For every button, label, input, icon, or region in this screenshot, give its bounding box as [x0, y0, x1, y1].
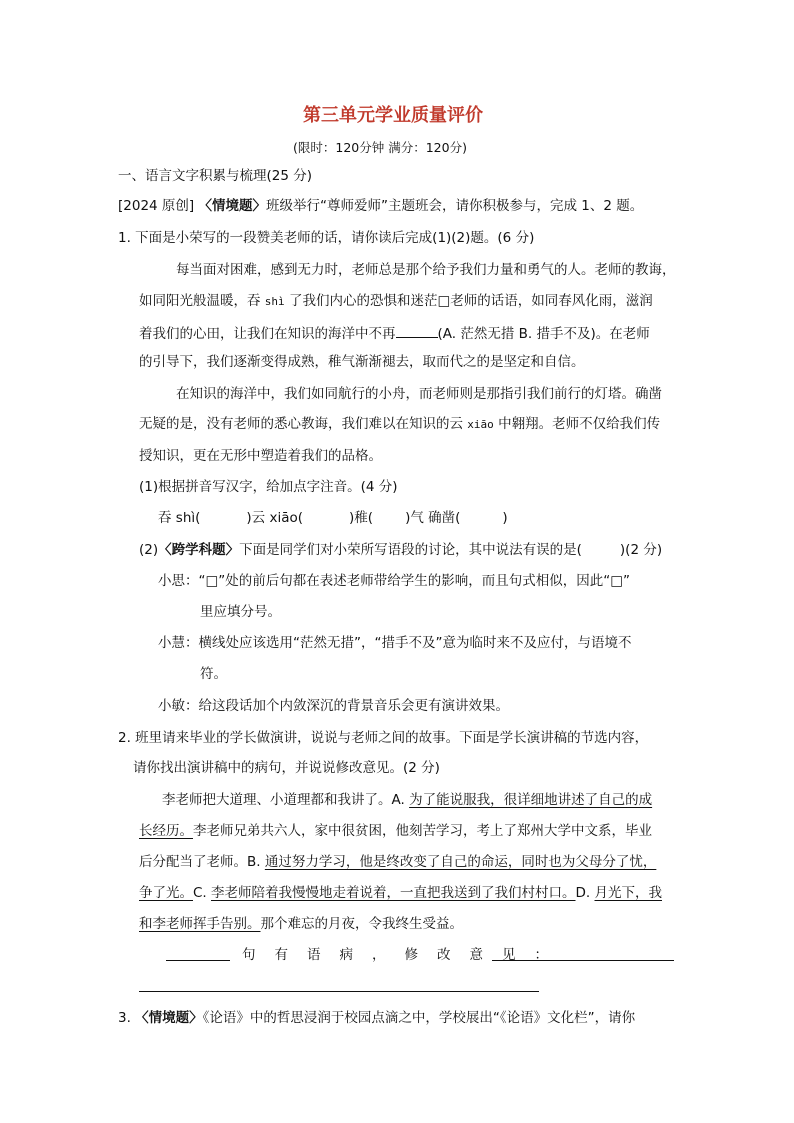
- answer-blank-sentence[interactable]: [166, 960, 230, 961]
- passage-text: 无疑的是，没有老师的悉心教诲，我们难以在知识的云: [139, 416, 468, 432]
- q3-text: 《论语》中的哲思浸润于校园点滴之中，学校展出“《论语》文化栏”，请你: [202, 1010, 636, 1026]
- section-intro: [118, 197, 643, 215]
- opinion-line: 小思：“□”处的前后句都在表述老师带给学生的影响，而且句式相似，因此“□”: [158, 573, 630, 589]
- underlined-sentence: 争了光。: [139, 885, 193, 901]
- speech-text: D.: [575, 885, 595, 901]
- speech-line: [162, 791, 652, 809]
- underlined-sentence: 通过努力学习，他是终改变了自己的命运，同时也为父母分了忧，: [264, 854, 657, 870]
- question-3-stem: [118, 1009, 635, 1027]
- pinyin-fill-row: [158, 509, 508, 527]
- passage-line: [139, 323, 650, 343]
- passage-line: 在知识的海洋中，我们如同航行的小舟，而老师则是那指引我们前行的灯塔。确凿: [176, 386, 662, 402]
- answer-blank-advice[interactable]: [492, 960, 674, 961]
- question-2-stem: 请你找出演讲稿中的病句，并说说修改意见。(2 分): [133, 760, 440, 776]
- fill-item: )云 xiāo(: [246, 510, 304, 526]
- passage-line: 每当面对困难，感到无力时，老师总是那个给予我们力量和勇气的人。老师的教诲，: [176, 262, 676, 278]
- answer-blank-advice-continued[interactable]: [139, 991, 539, 992]
- speech-text: 李老师把大道理、小道理都和我讲了。A.: [162, 792, 410, 808]
- question-2-stem: 2. 班里请来毕业的学长做演讲，说说与老师之间的故事。下面是学长演讲稿的节选内容，: [118, 730, 649, 746]
- speech-text: 后分配当了老师。B.: [139, 854, 265, 870]
- underlined-sentence: 为了能说服我，很详细地讲述了自己的成: [409, 792, 653, 808]
- speech-text: 李老师兄弟共六人，家中很贫困，他刻苦学习，考上了郑州大学中文系，毕业: [193, 823, 652, 839]
- speech-line: [139, 884, 662, 902]
- underlined-sentence: 李老师陪着我慢慢地走着说着，一直把我送到了我们村村口。: [211, 885, 576, 901]
- passage-line: [139, 415, 660, 434]
- intro-rest: 班级举行“尊师爱师”主题班会，请你积极参与，完成 1、2 题。: [265, 198, 644, 214]
- opinion-line: 里应填分号。: [200, 604, 281, 620]
- page-subtitle: (限时：120分钟 满分：120分): [293, 140, 467, 155]
- sub-text: 下面是同学们对小荣所写语段的讨论，其中说法有误的是(: [239, 542, 582, 558]
- speech-line: [139, 822, 652, 840]
- fill-item: )气 确凿(: [405, 510, 461, 526]
- speech-line: [139, 853, 656, 871]
- sub-tag: 〈跨学科题〉: [158, 542, 240, 558]
- opinion-line: 小敏：给这段话加个内敛深沉的背景音乐会更有演讲效果。: [158, 698, 509, 714]
- speech-text: C.: [193, 885, 212, 901]
- passage-text: 如同阳光般温暖，吞: [139, 293, 265, 309]
- page-title: 第三单元学业质量评价: [303, 105, 483, 126]
- pinyin: shì: [264, 295, 285, 308]
- passage-text: (A. 茫然无措 B. 措手不及)。在老师: [437, 326, 650, 342]
- passage-text: 了我们内心的恐惧和迷茫□老师的话语，如同春风化雨，滋润: [284, 293, 653, 309]
- answer-label: 句有语病，修改意见：: [242, 947, 567, 963]
- pinyin: xiāo: [467, 418, 494, 431]
- underlined-sentence: 长经历。: [139, 823, 193, 839]
- speech-line: [139, 915, 463, 933]
- opinion-line: 小慧：横线处应该选用“茫然无措”，“措手不及”意为临时来不及应付，与语境不: [158, 635, 632, 651]
- passage-text: 着我们的心田，让我们在知识的海洋中不再: [139, 326, 396, 342]
- passage-line: 的引导下，我们逐渐变得成熟，稚气渐渐褪去，取而代之的是坚定和自信。: [139, 354, 585, 370]
- sub-prefix: (2): [139, 542, 159, 558]
- q3-tag: 〈情境题〉: [135, 1010, 203, 1026]
- underlined-sentence: 月光下，我: [594, 885, 662, 901]
- passage-text: 中翱翔。老师不仅给我们传: [493, 416, 661, 432]
- q3-prefix: 3.: [118, 1010, 136, 1026]
- fill-item: ): [502, 510, 508, 526]
- section-heading: 一、语言文字积累与梳理(25 分): [118, 168, 313, 184]
- answer-blank[interactable]: [396, 323, 438, 338]
- sub-question-2: [139, 541, 662, 559]
- intro-prefix: [2024 原创]: [118, 198, 199, 214]
- speech-text: 那个难忘的月夜，令我终生受益。: [260, 916, 463, 932]
- passage-line: [139, 292, 653, 311]
- question-1-stem: 1. 下面是小荣写的一段赞美老师的话，请你读后完成(1)(2)题。(6 分): [118, 230, 535, 246]
- underlined-sentence: 和李老师挥手告别。: [139, 916, 261, 932]
- intro-tag: 〈情境题〉: [198, 198, 266, 214]
- fill-item: )稚(: [349, 510, 374, 526]
- fill-item: 吞 shì(: [158, 510, 201, 526]
- opinion-line: 符。: [200, 666, 227, 682]
- passage-line: 授知识，更在无形中塑造着我们的品格。: [139, 448, 382, 464]
- sub-question-1: (1)根据拼音写汉字，给加点字注音。(4 分): [139, 479, 398, 495]
- sub-text: )(2 分): [619, 542, 663, 558]
